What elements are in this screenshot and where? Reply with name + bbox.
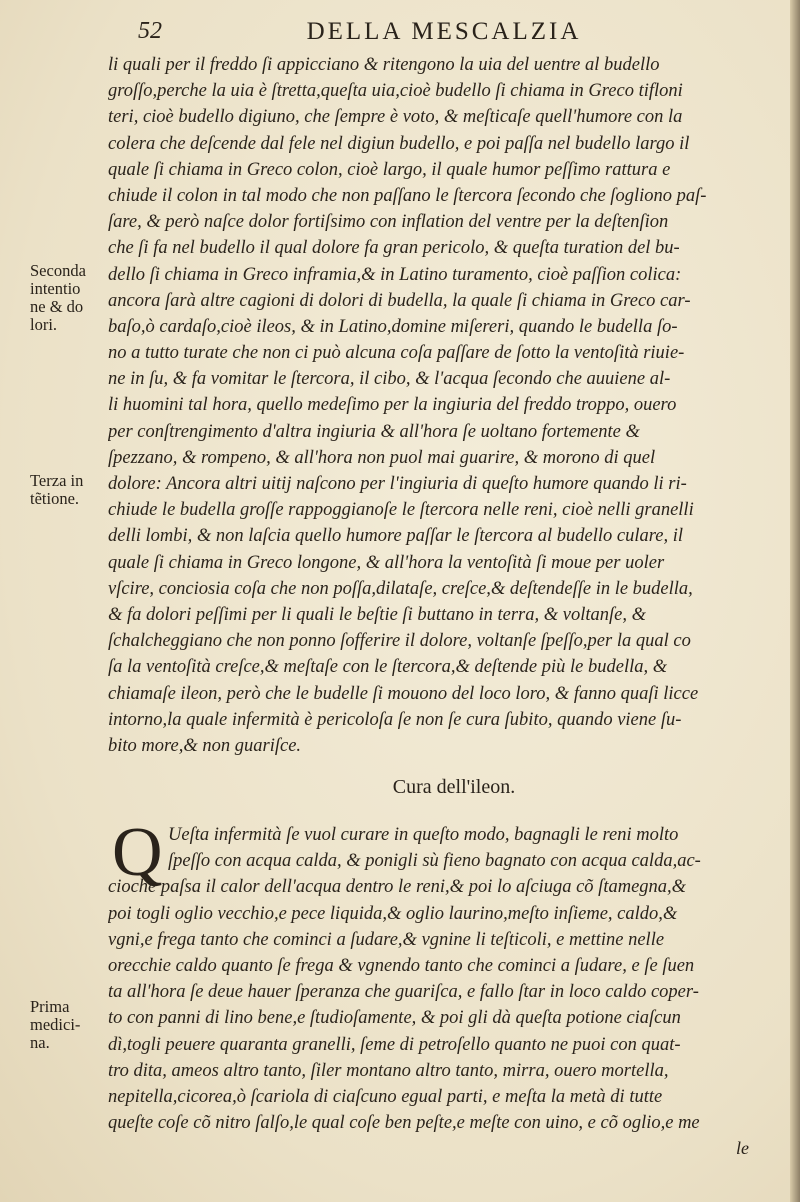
drop-cap-initial: Q [112,814,163,891]
margin-note-terza-intentione [30,472,112,508]
text-line: ne in ſu, & fa vomitar le ſtercora, il cibo, & l'acqua ſecondo che auuiene al- [108,369,671,390]
margin-note-prima-medicina [30,998,112,1052]
margin-note-seconda-intentione [30,262,112,334]
text-line: groſſo,perche la uia è ſtretta,queſta uia,cioè budello ſi chiama in Greco tifloni [108,81,683,102]
text-line: vſcire, conciosia coſa che non poſſa,dilataſe, creſce,& deſtendeſſe in le budella, [108,578,693,599]
text-line: ſchalcheggiano che non ponno ſofferire il dolore, voltanſe ſpeſſo,per la qual co [108,631,691,652]
text-line: queſte coſe cõ nitro ſalſo,le qual coſe ben peſte,e meſte con uino, e cõ oglio,e me [108,1113,700,1134]
text-line: chiude il colon in tal modo che non paſſano le ſtercora ſecondo che ſogliono paſ- [108,185,707,206]
margin-note-line: Seconda [30,261,86,280]
margin-note-line: lori. [30,315,58,334]
text-line: teri, cioè budello digiuno, che ſempre è voto, & meſticaſe quell'humore con la [108,107,683,128]
text-line: to con panni di lino bene,e ſtudioſamente, & poi gli dà queſta potione ciaſcun [108,1008,681,1029]
margin-note-line: Terza in [30,471,84,490]
running-title: DELLA MESCALZIA [306,18,582,45]
margin-note-line: medici- [30,1015,81,1034]
text-line: quale ſi chiama in Greco colon, cioè largo, il quale humor peſſimo rattura e [108,159,671,180]
folio-number: 52 [138,18,162,44]
catchword: le [736,1138,749,1158]
text-line: & fa dolori peſſimi per li quali le beſtie ſi buttano in terra, & voltanſe, & [108,604,646,625]
text-line: orecchie caldo quanto ſe frega & vgnendo tanto che cominci a ſudare, e ſe ſuen [108,955,695,976]
margin-note-line: na. [30,1033,50,1052]
margin-note-line: tẽtione. [30,489,80,508]
margin-note-line: Prima [30,997,70,1016]
text-line: dello ſi chiama in Greco inframia,& in Latino turamento, cioè paſſion colica: [108,264,682,285]
text-line: che ſi fa nel budello il qual dolore fa gran pericolo, & queſta turation del bu- [108,238,680,259]
page-edge-shadow [790,0,800,1202]
section-heading: Cura dell'ileon. [392,776,516,798]
text-line: vgni,e frega tanto che cominci a ſudare,& vgnine li teſticoli, e mettine nelle [108,929,665,950]
margin-note-line: intentio [30,279,81,298]
text-line: quale ſi chiama in Greco longone, & all'hora la ventoſità ſi moue per uoler [108,552,665,573]
text-line: ſpeſſo con acqua calda, & ponigli sù fieno bagnato con acqua calda,ac- [168,851,701,872]
text-line: per conſtrengimento d'altra ingiuria & all'hora ſe uoltano fortemente & [108,421,640,442]
text-line: chiamaſe ileon, però che le budelle ſi mouono del loco loro, & fanno quaſi licce [108,683,699,704]
text-line: nepitella,cicorea,ò ſcariola di ciaſcuno egual parti, e meſta la metà di tutte [108,1086,663,1107]
text-line: poi togli oglio vecchio,e pece liquida,& oglio laurino,meſto inſieme, caldo,& [108,903,678,924]
text-line: dolore: Ancora altri uitij naſcono per l'ingiuria di queſto humore quando li ri- [108,474,687,494]
text-line: chiude le budella groſſe rappoggianoſe le ſtercora nelle reni, cioè nelli granelli [108,500,694,521]
text-line: ta all'hora ſe deue hauer ſperanza che guariſca, e fallo ſtar in loco caldo coper- [108,982,699,1003]
text-line: ſare, & però naſce dolor fortiſsimo con inflation del ventre per la deſtenſion [108,212,669,233]
text-line: ſa la ventoſità creſce,& meſtaſe con le ſtercora,& deſtende più le budella, & [108,657,668,678]
text-line: baſo,ò cardaſo,cioè ileos, & in Latino,domine miſereri, quando le budella ſo- [108,316,678,337]
text-line: tro dita, ameos altro tanto, ſiler montano altro tanto, mirra, ouero mortella, [108,1060,669,1081]
text-line: no a tutto turate che non ci può alcuna coſa paſſare de ſotto la ventoſità riuie- [108,343,685,364]
text-line: colera che deſcende dal fele nel digiun budello, e poi paſſa nel budello largo il [108,133,690,154]
text-line: ancora ſarà altre cagioni di dolori di budella, la quale ſi chiama in Greco car- [108,290,691,311]
text-line: intorno,la quale infermità è pericoloſa ſe non ſe cura ſubito, quando viene ſu- [108,709,682,730]
text-line: dì,togli peuere quaranta granelli, ſeme di petroſello quanto ne puoi con quat- [108,1034,681,1055]
page-header [138,14,698,50]
text-line: cioche paſsa il calor dell'acqua dentro le reni,& poi lo aſciuga cõ ſtamegna,& [108,877,687,898]
cure-text-block [108,822,780,1136]
text-line: ſpezzano, & rompeno, & all'hora non puol mai guarire, & morono di quel [108,447,656,468]
margin-note-line: ne & do [30,297,84,316]
text-line: li huomini tal hora, quello medeſimo per la ingiuria del freddo troppo, ouero [108,395,677,416]
main-text-block [108,52,780,759]
text-line: delli lombi, & non laſcia quello humore paſſar le ſtercora al budello culare, il [108,526,683,547]
text-line: bito more,& non guariſce. [108,735,302,756]
text-line: li quali per il freddo ſi appicciano & ritengono la uia del uentre al budello [108,55,660,75]
text-line: Ueſta infermità ſe vuol curare in queſto modo, bagnagli le reni molto [168,825,679,845]
